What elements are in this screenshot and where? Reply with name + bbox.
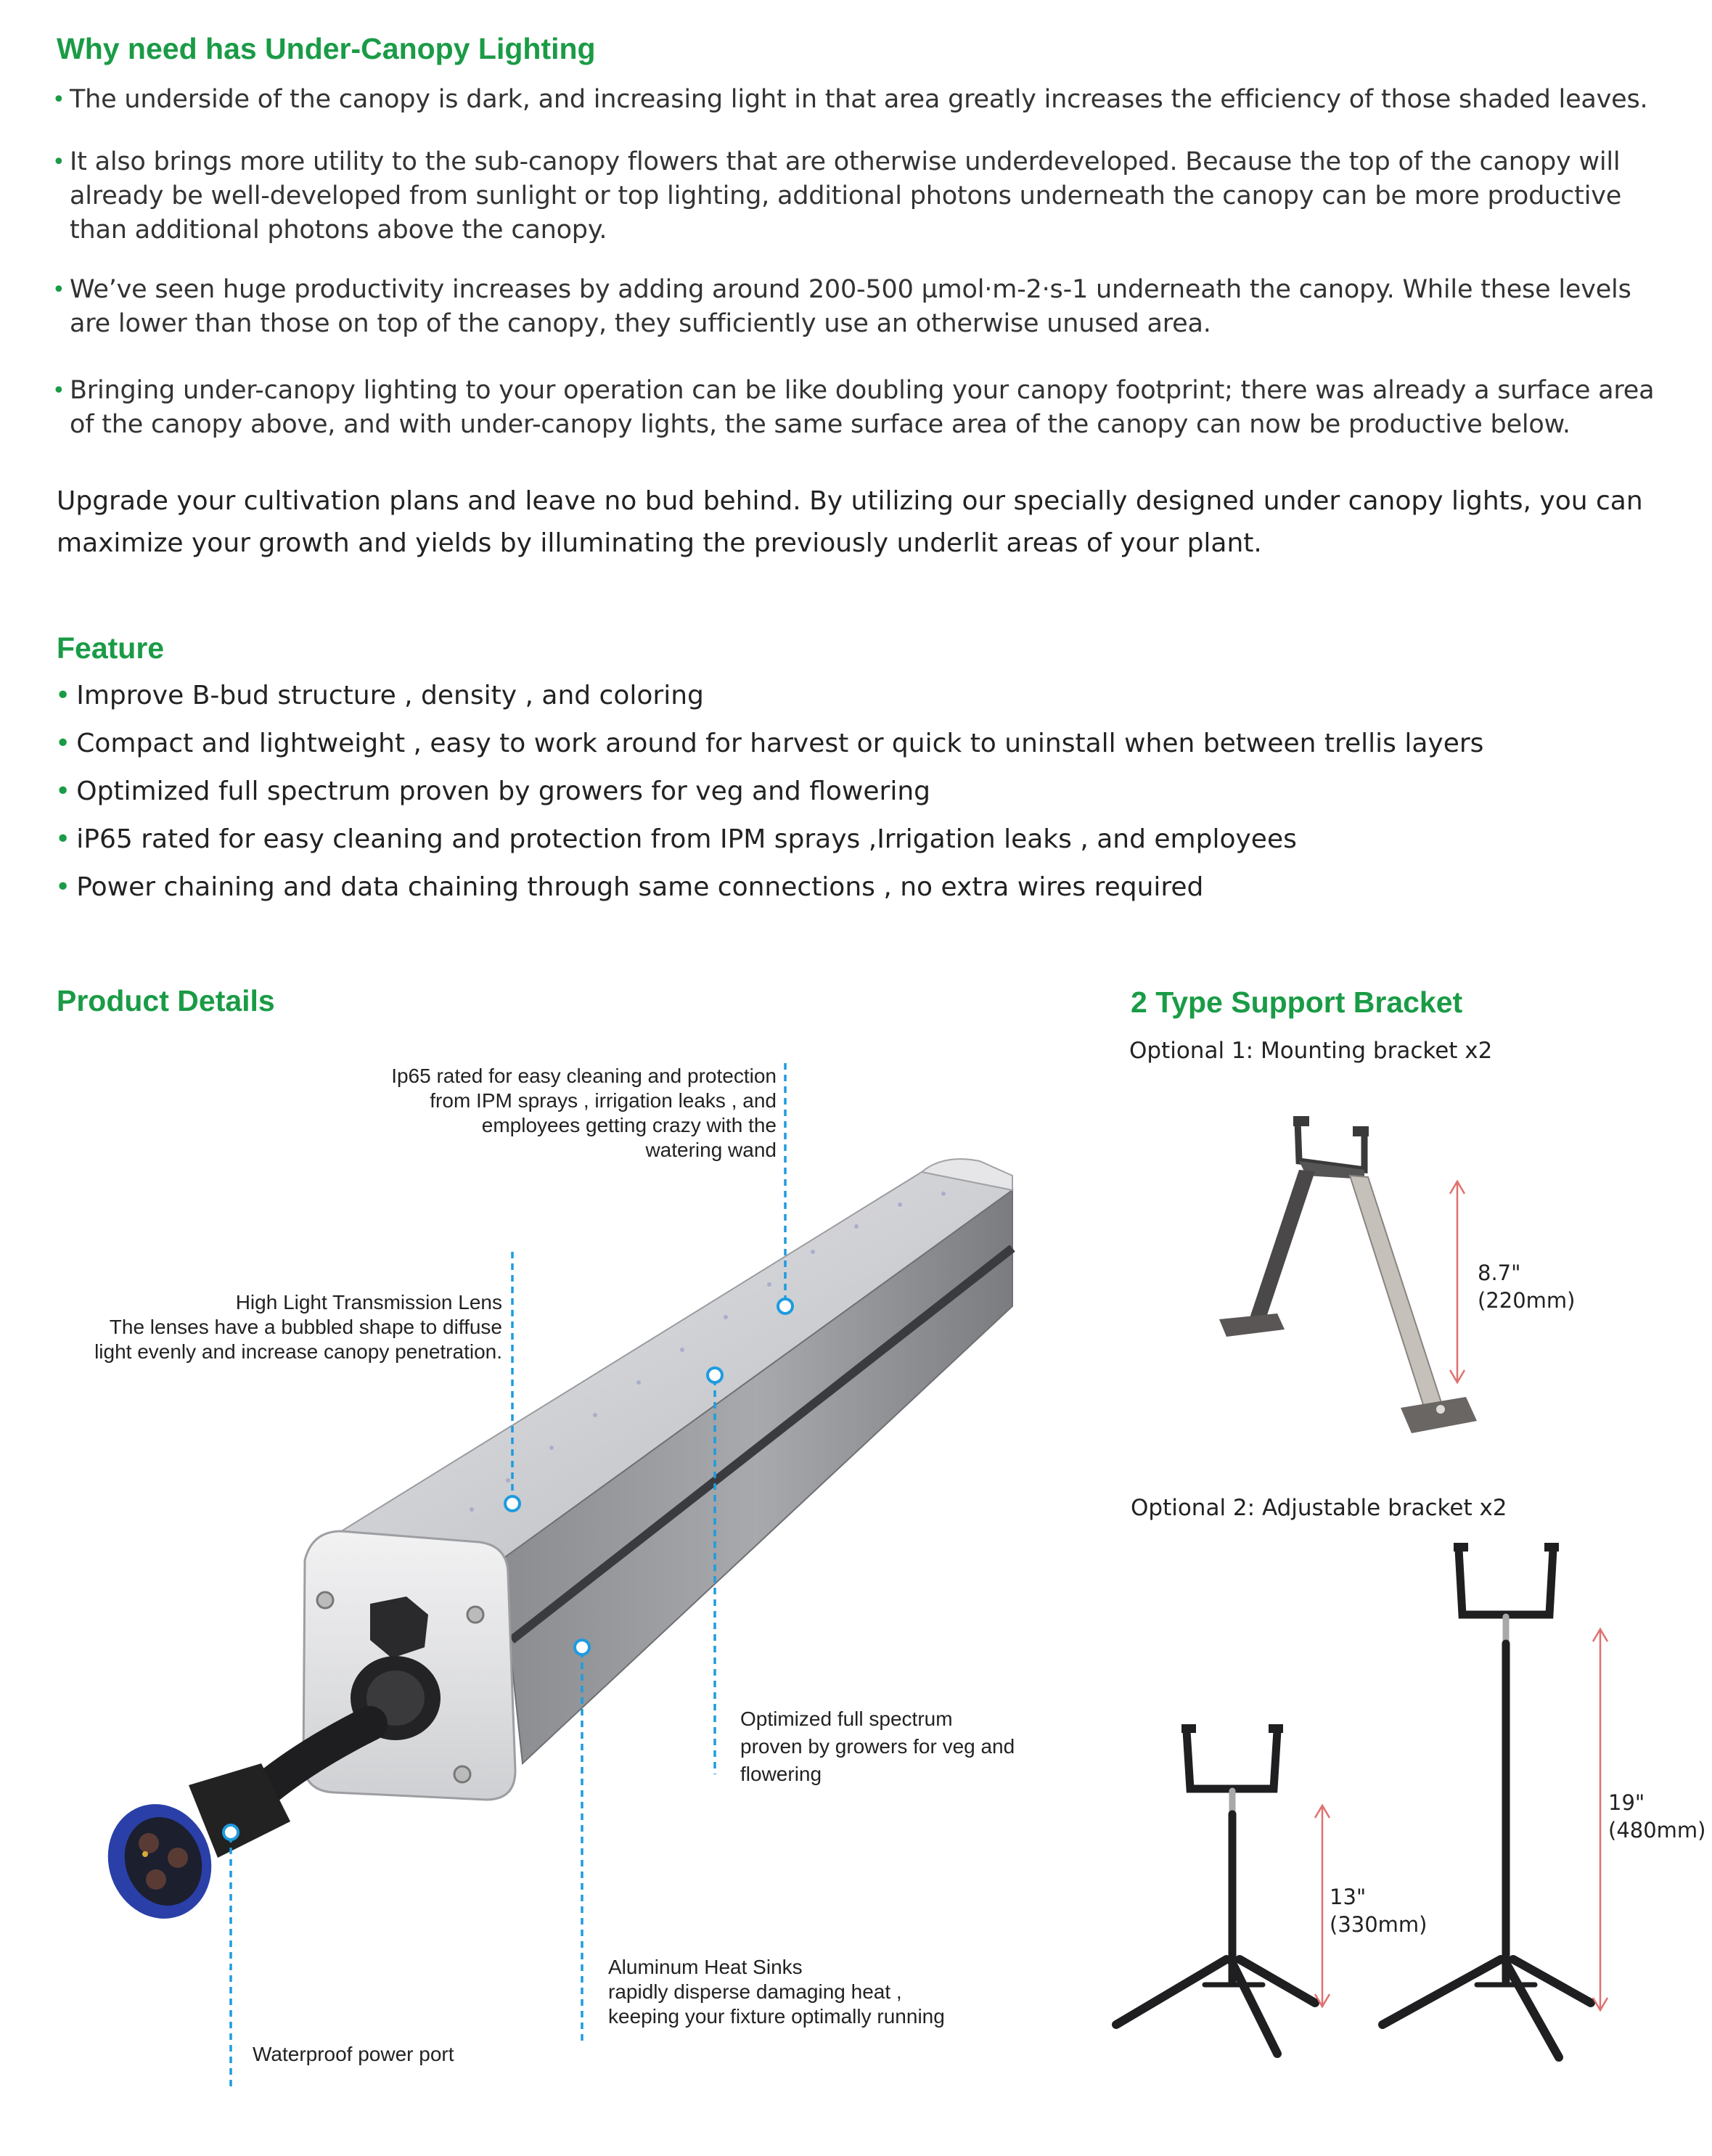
bullet-dot-icon: • [52,149,65,175]
closing-paragraph: Upgrade your cultivation plans and leave no bud behind. By utilizing our specially designed under canopy lights, you can maximize your growth and yields by illuminating the previously underlit areas of your plant. [57,486,1643,558]
callout-port: Waterproof power port [253,2043,454,2065]
light-bar-image [92,1159,1012,1933]
option2-label: Optional 2: Adjustable bracket x2 [1131,1495,1507,1521]
callout-lens: High Light Transmission Lens The lenses have a bubbled shape to diffuse light evenly and increase canopy penetration. [94,1291,502,1363]
option1-dimension: 8.7" (220mm) [1478,1261,1576,1313]
bullet-dot-icon: • [55,776,71,806]
section-title-support-bracket: 2 Type Support Bracket [1131,985,1463,1019]
bullet-dot-icon: • [55,872,71,902]
bullet-dot-icon: • [52,378,65,403]
why-bullet-text: It also brings more utility to the sub-canopy flowers that are otherwise underdeveloped. Because the top of the canopy will already be well-developed from sunlight or top lighting, additional photons underneath the canopy can be more productive than additional photons above the canopy. [70,147,1622,245]
callout-ip65: Ip65 rated for easy cleaning and protection from IPM sprays , irrigation leaks , and employees getting crazy with the watering wand [391,1065,777,1161]
section-title-why: Why need has Under-Canopy Lighting [57,32,596,65]
feature-item: • Improve B-bud structure , density , and coloring [55,681,704,710]
section-title-feature: Feature [57,631,165,665]
option1-label: Optional 1: Mounting bracket x2 [1129,1038,1493,1064]
bullet-dot-icon: • [52,277,65,303]
feature-item: • Compact and lightweight , easy to work around for harvest or quick to uninstall when between trellis layers [55,729,1484,758]
callout-heatsink: Aluminum Heat Sinks rapidly disperse damaging heat , keeping your fixture optimally running [608,1956,945,2028]
bullet-dot-icon: • [55,681,71,710]
why-bullet-text: Bringing under-canopy lighting to your operation can be like doubling your canopy footprint; there was already a surface area of the canopy above, and with under-canopy lights, the same surface area of the canopy can now be productive below. [70,376,1655,439]
tripod-stand-image [1116,1543,1591,2057]
why-bullet-text: We’ve seen huge productivity increases by adding around 200-500 µmol·m-2·s-1 underneath the canopy. While these levels are lower than those on top of the canopy, they sufficiently use an otherwise unused area. [70,275,1631,338]
bullet-dot-icon: • [55,729,71,758]
bullet-dot-icon: • [52,87,65,112]
option2-dimension-large: 19" (480mm) [1608,1790,1706,1843]
why-bullet-text: The underside of the canopy is dark, and increasing light in that area greatly increases the efficiency of those shaded leaves. [70,85,1648,114]
mounting-bracket-image [1219,1116,1477,1433]
option2-dimension-small: 13" (330mm) [1330,1885,1428,1937]
feature-item: • iP65 rated for easy cleaning and protection from IPM sprays ,Irrigation leaks , and employees [55,824,1297,854]
bullet-dot-icon: • [55,824,71,854]
section-title-product-details: Product Details [57,984,275,1017]
feature-item: • Power chaining and data chaining through same connections , no extra wires required [55,872,1204,902]
feature-item: • Optimized full spectrum proven by growers for veg and flowering [55,776,930,806]
callout-spectrum: Optimized full spectrum proven by growers for veg and flowering [740,1708,1015,1785]
